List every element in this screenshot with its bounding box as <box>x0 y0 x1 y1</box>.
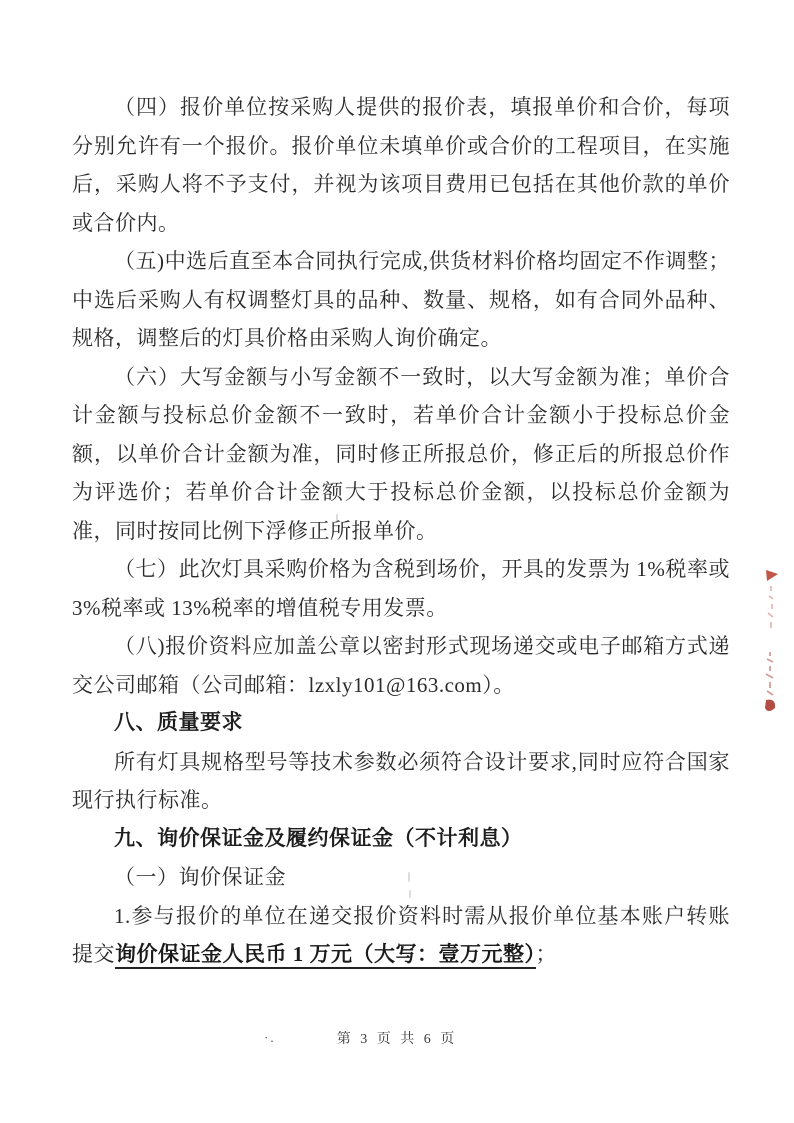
scan-artifact-dot: ·. <box>264 1030 276 1045</box>
red-seal-fragment-icon <box>760 566 782 637</box>
scan-artifact <box>409 890 411 898</box>
page-number: 第 3 页 共 6 页 <box>336 1032 458 1047</box>
deposit-transfer-text: 1.参与报价的单位在递交报价资料时需从报价单位基本账户转账提交 <box>72 903 730 966</box>
deposit-amount-emphasis: 询价保证金人民币 1 万元（大写：壹万元整） <box>115 942 536 969</box>
section-8-quality-paragraph: 所有灯具规格型号等技术参数必须符合设计要求,同时应符合国家现行执行标准。 <box>72 749 730 812</box>
document-content <box>72 88 730 974</box>
clause-7-paragraph: （七）此次灯具采购价格为含税到场价，开具的发票为 1%税率或 3%税率或 13%税率的增值税专用发票。 <box>72 557 730 620</box>
page-footer <box>0 1028 794 1048</box>
deposit-suffix-text: ； <box>535 942 557 966</box>
scan-artifact <box>336 514 338 523</box>
clause-6-paragraph: （六）大写金额与小写金额不一致时，以大写金额为准；单价合计金额与投标总价金额不一致时，若单价合计金额小于投标总价金额，以单价合计金额为准，同时修正所报总价，修正后的所报总价作为评选价；若单价合计金额大于投标总价金额，以投标总价金额为准，同时按同比例下浮修正所报单价。 <box>72 364 730 543</box>
section-8-quality-heading: 八、质量要求 <box>114 711 243 734</box>
scan-artifact <box>408 872 410 882</box>
clause-8-paragraph: （八)报价资料应加盖公章以密封形式现场递交或电子邮箱方式递交公司邮箱（公司邮箱：lzxly101@163.com）。 <box>72 634 730 697</box>
section-9-sub1-heading: （一）询价保证金 <box>114 865 286 889</box>
section-9-deposit-heading: 九、询价保证金及履约保证金（不计利息） <box>114 826 523 850</box>
red-seal-fragment-icon <box>758 650 780 721</box>
section-9-item1-paragraph <box>72 897 730 974</box>
clause-5-paragraph: （五)中选后直至本合同执行完成,供货材料价格均固定不作调整；中选后采购人有权调整灯具的品种、数量、规格，如有合同外品种、规格，调整后的灯具价格由采购人询价确定。 <box>72 249 730 350</box>
clause-4-paragraph: （四）报价单位按采购人提供的报价表，填报单价和合价，每项分别允许有一个报价。报价单位未填单价或合价的工程项目，在实施后，采购人将不予支付，并视为该项目费用已包括在其他价款的单价或合价内。 <box>72 95 730 235</box>
